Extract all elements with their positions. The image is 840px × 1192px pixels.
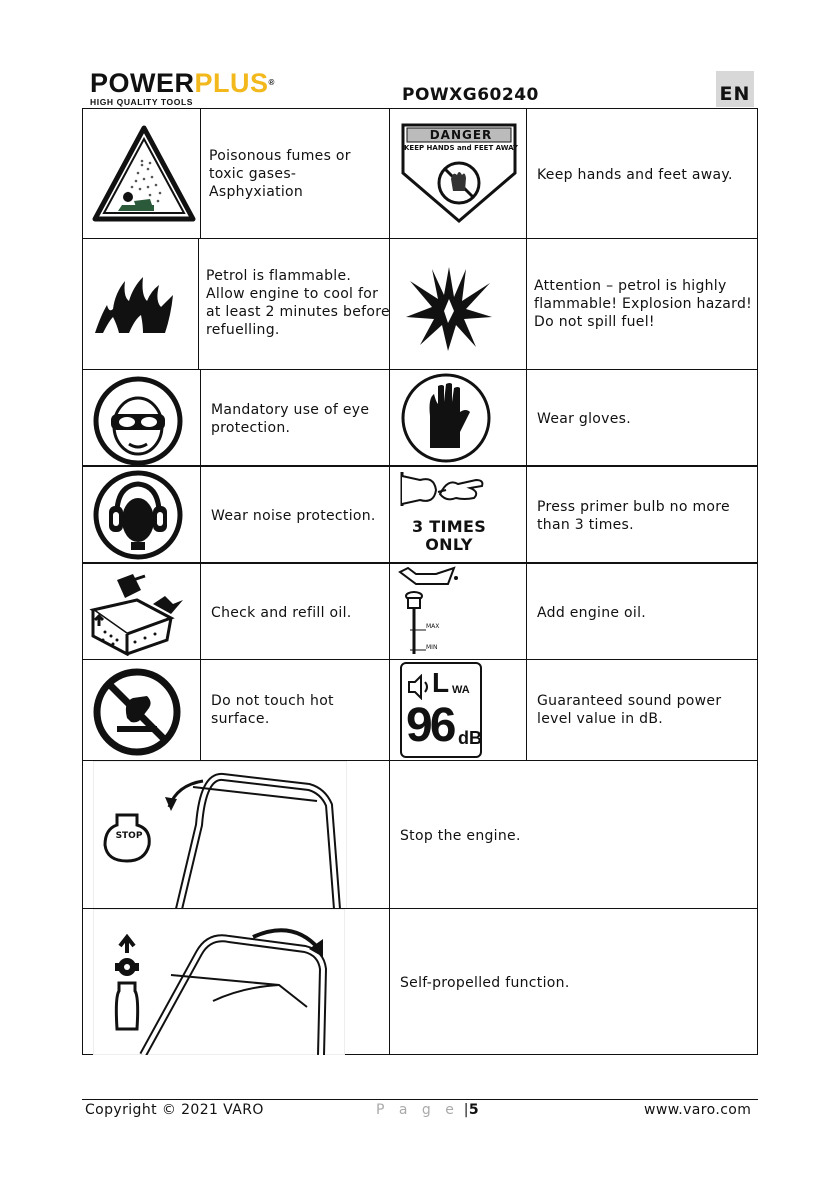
symbol-description-cell xyxy=(526,369,758,467)
eye-protection-icon xyxy=(93,376,183,466)
symbol-cell xyxy=(82,563,201,660)
gloves-icon xyxy=(400,372,492,464)
page-number: 5 xyxy=(468,1102,480,1118)
symbol-description: Self-propelled function. xyxy=(400,975,570,991)
dipstick-max-label: MAX xyxy=(426,623,440,630)
safety-symbols-table xyxy=(82,108,758,1055)
flames-icon xyxy=(93,275,175,335)
symbol-description-cell xyxy=(389,908,758,1055)
footer-page xyxy=(376,1102,479,1118)
symbol-description: Attention – petrol is highly flammable! Explosion hazard! Do not spill fuel! xyxy=(534,278,753,330)
primer-sign-title: 3 TIMES ONLY xyxy=(411,517,487,554)
symbol-cell xyxy=(82,465,201,563)
sound-power-icon xyxy=(400,662,482,758)
symbol-description-cell xyxy=(200,369,390,467)
footer-website: www.varo.com xyxy=(644,1102,752,1118)
model-number: POWXG60240 xyxy=(402,85,539,105)
stop-label: STOP xyxy=(115,831,143,841)
symbol-description-cell xyxy=(198,238,390,370)
no-touch-hot-surface-icon xyxy=(93,668,181,756)
brand-tagline: HIGH QUALITY TOOLS xyxy=(90,97,194,107)
brand-logo: POWERPLUS® HIGH QUALITY TOOLS xyxy=(90,68,275,107)
symbol-description: Mandatory use of eye protection. xyxy=(211,402,370,436)
page-label: P a g e xyxy=(376,1102,459,1118)
symbol-description: Press primer bulb no more than 3 times. xyxy=(537,499,730,533)
poisonous-fumes-warning-icon xyxy=(92,125,196,223)
symbol-cell xyxy=(389,108,527,239)
symbol-cell xyxy=(389,659,527,761)
symbol-description: Petrol is flammable. Allow engine to cool for at least 2 minutes before refuelling. xyxy=(206,268,390,338)
ear-protection-icon xyxy=(93,470,183,560)
symbol-cell xyxy=(389,238,527,370)
footer-copyright: Copyright © 2021 VARO xyxy=(85,1102,264,1118)
symbol-description-cell xyxy=(200,465,390,563)
symbol-cell xyxy=(389,563,527,660)
symbol-description-cell xyxy=(526,563,758,660)
self-propelled-handle-icon xyxy=(93,909,345,1055)
symbol-description: Wear gloves. xyxy=(537,411,632,427)
check-refill-oil-icon xyxy=(89,570,189,656)
symbol-description-cell xyxy=(526,108,758,239)
symbol-description: Guaranteed sound power level value in dB. xyxy=(537,693,722,727)
symbol-description-cell xyxy=(389,760,758,909)
symbol-cell xyxy=(389,369,527,467)
danger-sign-title: DANGER xyxy=(429,128,493,142)
lwa-subscript: WA xyxy=(452,684,470,696)
symbol-description-cell xyxy=(526,659,758,761)
symbol-description-cell xyxy=(526,465,758,563)
symbol-description: Poisonous fumes or toxic gases- Asphyxiation xyxy=(209,148,351,200)
lwa-label: L xyxy=(432,667,450,698)
symbol-description: Keep hands and feet away. xyxy=(537,167,733,183)
language-badge: EN xyxy=(716,71,754,107)
symbol-description: Add engine oil. xyxy=(537,605,647,621)
footer-divider xyxy=(82,1099,758,1100)
db-unit: dB xyxy=(458,728,482,748)
symbol-description: Do not touch hot surface. xyxy=(211,693,334,727)
symbol-cell xyxy=(82,908,390,1055)
symbol-description: Wear noise protection. xyxy=(211,508,376,524)
symbol-description-cell xyxy=(200,659,390,761)
symbol-cell xyxy=(82,238,199,370)
symbol-description-cell xyxy=(526,238,758,370)
danger-sign-subtitle: KEEP HANDS and FEET AWAY xyxy=(403,144,519,152)
dipstick-min-label: MIN xyxy=(426,644,438,651)
symbol-description: Stop the engine. xyxy=(400,828,521,844)
explosion-icon xyxy=(404,263,494,353)
page-separator: | xyxy=(463,1102,469,1118)
symbol-cell xyxy=(82,760,390,909)
symbol-cell xyxy=(82,108,201,239)
db-value: 96 xyxy=(406,699,454,752)
symbol-cell xyxy=(82,369,201,467)
symbol-cell xyxy=(389,465,527,563)
primer-bulb-icon xyxy=(398,470,494,516)
symbol-description-cell xyxy=(200,108,390,239)
symbol-description: Check and refill oil. xyxy=(211,605,352,621)
symbol-cell xyxy=(82,659,201,761)
symbol-description-cell xyxy=(200,563,390,660)
